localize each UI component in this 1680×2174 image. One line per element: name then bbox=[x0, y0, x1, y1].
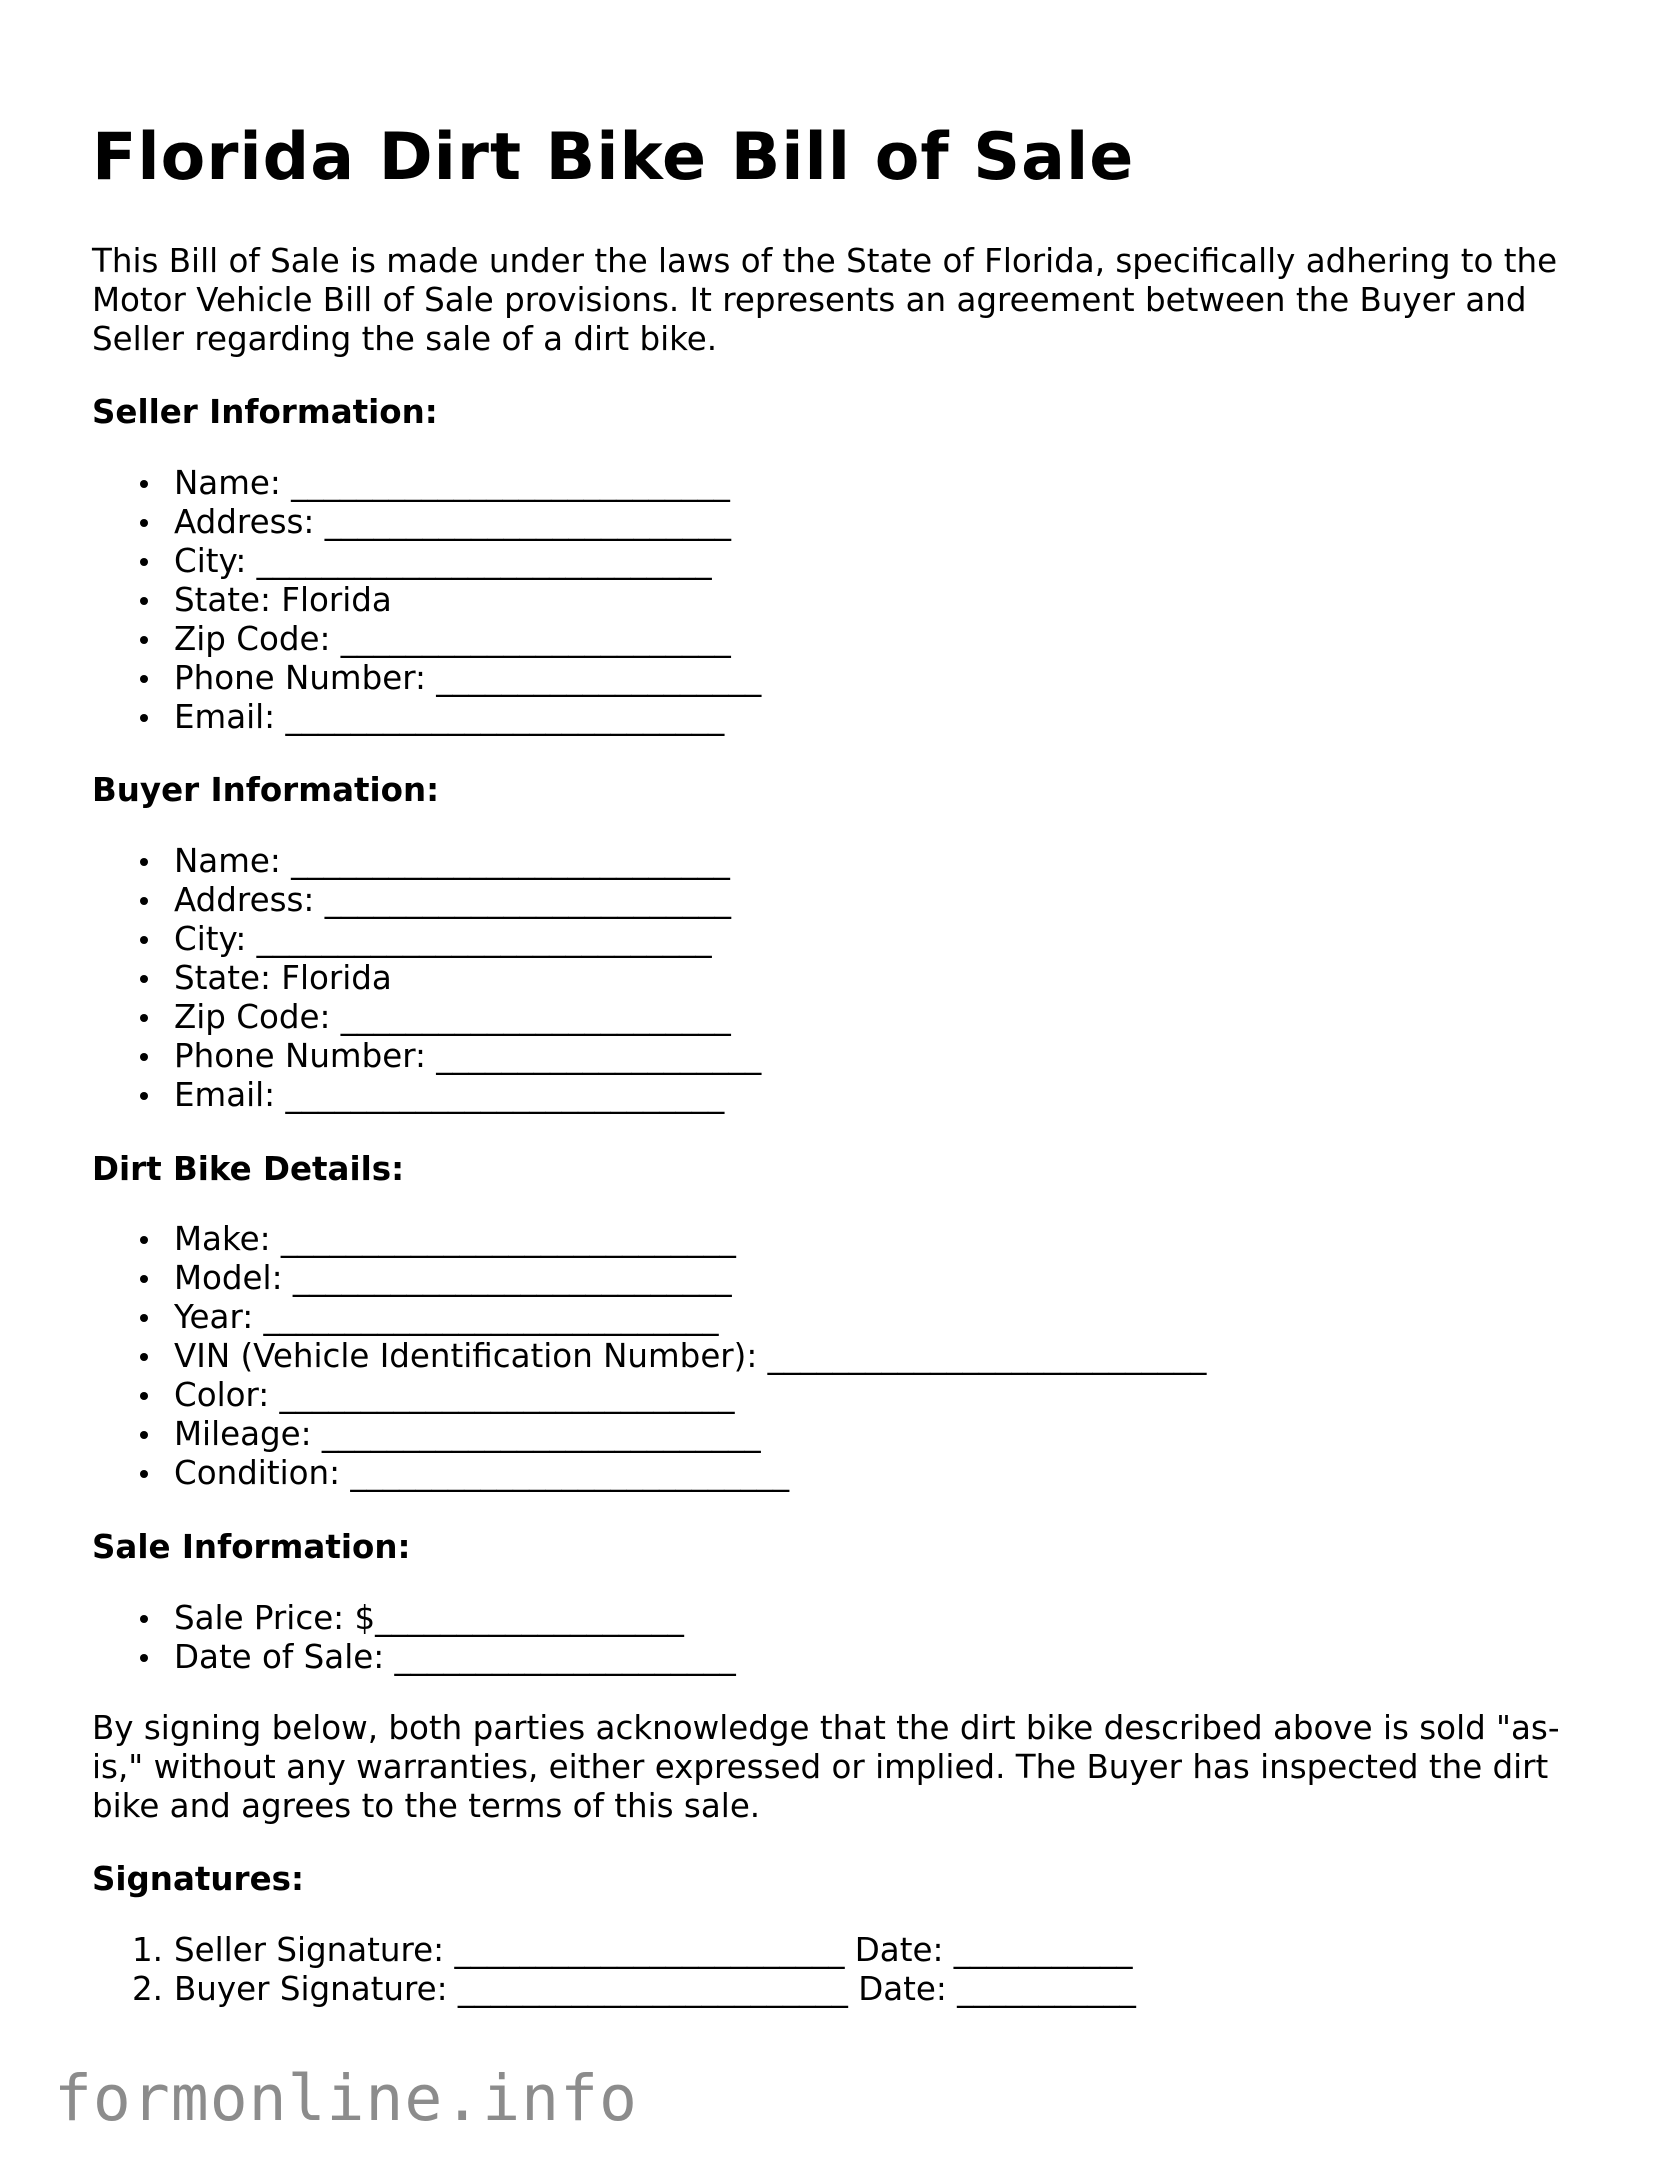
list-number: 2. bbox=[132, 1970, 164, 2008]
watermark: formonline.info bbox=[54, 2062, 638, 2135]
seller-heading: Seller Information: bbox=[92, 393, 438, 431]
signatures-list bbox=[132, 1931, 1136, 2009]
list-item: Color: ____________________________ bbox=[174, 1376, 1206, 1415]
list-item: Zip Code: ________________________ bbox=[174, 620, 761, 659]
buyer-heading: Buyer Information: bbox=[92, 771, 440, 809]
list-item: Name: ___________________________ bbox=[174, 464, 761, 503]
list-item: Email: ___________________________ bbox=[174, 1076, 761, 1115]
list-item: Make: ____________________________ bbox=[174, 1220, 1206, 1259]
sale-heading: Sale Information: bbox=[92, 1528, 411, 1566]
list-item: City: ____________________________ bbox=[174, 542, 761, 581]
buyer-list bbox=[174, 842, 761, 1115]
bike-list bbox=[174, 1220, 1206, 1493]
list-item: Name: ___________________________ bbox=[174, 842, 761, 881]
list-item: Phone Number: ____________________ bbox=[174, 659, 762, 697]
signature-line-buyer bbox=[132, 1970, 1136, 2009]
bike-heading: Dirt Bike Details: bbox=[92, 1150, 405, 1188]
seller-list bbox=[174, 464, 761, 737]
list-item: Condition: ___________________________ bbox=[174, 1454, 1206, 1493]
list-item: Date of Sale: _____________________ bbox=[174, 1638, 736, 1676]
list-item: Email: ___________________________ bbox=[174, 698, 761, 737]
list-item: Sale Price: $___________________ bbox=[174, 1599, 736, 1638]
signatures-heading: Signatures: bbox=[92, 1860, 304, 1898]
list-item: Model: ___________________________ bbox=[174, 1259, 1206, 1298]
list-item: Address: _________________________ bbox=[174, 881, 761, 920]
document-title: Florida Dirt Bike Bill of Sale bbox=[92, 120, 1135, 195]
list-number: 1. bbox=[132, 1931, 164, 1969]
list-item: State: Florida bbox=[174, 959, 761, 998]
list-item: City: ____________________________ bbox=[174, 920, 761, 959]
signature-text: Buyer Signature: ________________________ Date: ___________ bbox=[174, 1970, 1136, 2008]
list-item: Zip Code: ________________________ bbox=[174, 998, 761, 1037]
list-item: VIN (Vehicle Identification Number): ___________________________ bbox=[174, 1337, 1207, 1375]
acknowledgement-paragraph: By signing below, both parties acknowledge that the dirt bike described above is sold "as-is," without any warranties, either expressed or implied. The Buyer has inspected the dirt bike and agrees to the terms of this sale. bbox=[92, 1709, 1560, 1825]
list-item: Address: _________________________ bbox=[174, 503, 761, 542]
signature-text: Seller Signature: ________________________ Date: ___________ bbox=[174, 1931, 1133, 1969]
list-item: Year: ____________________________ bbox=[174, 1298, 1206, 1337]
signature-line-seller bbox=[132, 1931, 1136, 1970]
list-item: Mileage: ___________________________ bbox=[174, 1415, 1206, 1454]
list-item: State: Florida bbox=[174, 581, 761, 620]
sale-list bbox=[174, 1599, 736, 1677]
intro-paragraph: This Bill of Sale is made under the laws of the State of Florida, specifically adhering to the Motor Vehicle Bill of Sale provisions. It represents an agreement between the Buyer and Seller regarding the sale of a dirt bike. bbox=[92, 242, 1558, 358]
list-item: Phone Number: ____________________ bbox=[174, 1037, 762, 1075]
